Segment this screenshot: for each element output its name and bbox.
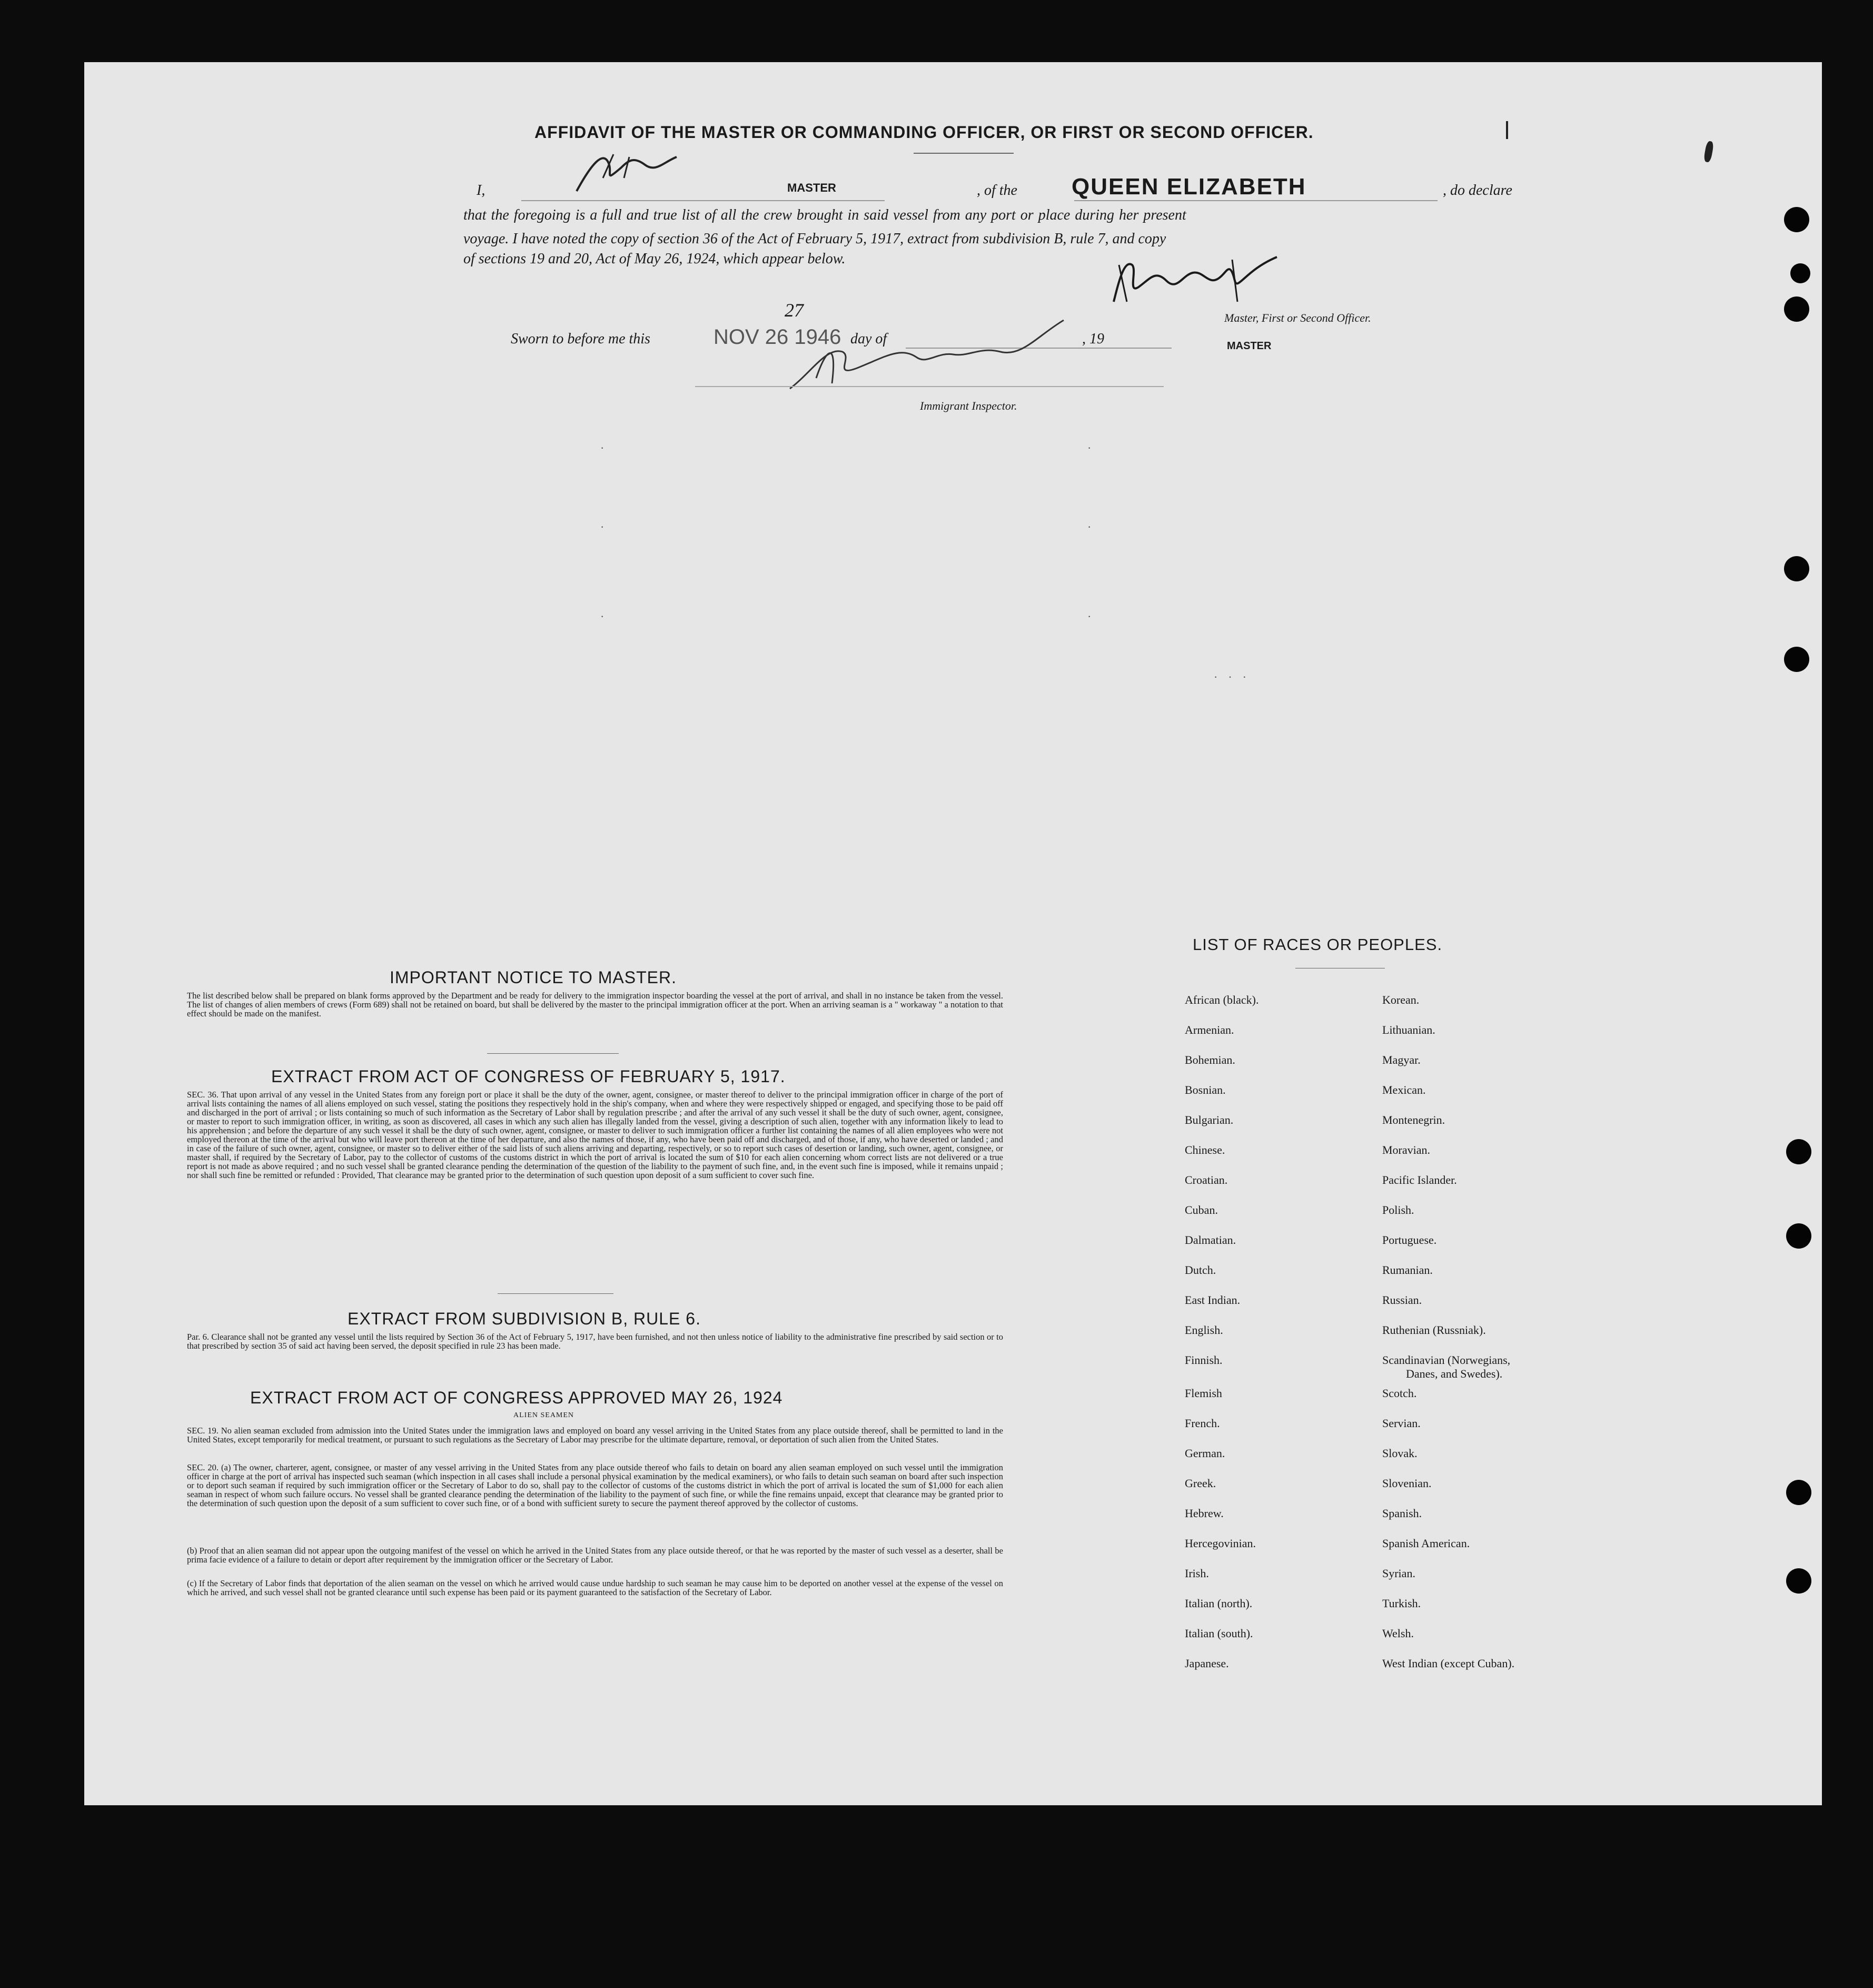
- race-item: Korean.: [1382, 993, 1420, 1006]
- races-right-column: [1382, 993, 1514, 1687]
- extract-1924-title: EXTRACT FROM ACT OF CONGRESS APPROVED MAY 26, 1924: [250, 1388, 783, 1407]
- race-item: Bosnian.: [1185, 1083, 1226, 1096]
- vessel-name-stamp: QUEEN ELIZABETH: [1072, 174, 1306, 200]
- race-item: Slovak.: [1382, 1447, 1418, 1460]
- sec19-body: SEC. 19. No alien seaman excluded from admission into the United States under the immigration laws and employed on board any vessel arriving in the United States from any place outside thereof, shall be permitted to land in the United States, except temporarily for medical treatment, or pursuant to such regulations as the Secretary of Labor may prescribe for the ultimate departure, removal, or deportation of such alien from the United States.: [187, 1426, 1003, 1445]
- leader-dot: ·: [1087, 520, 1092, 533]
- races-left-column: [1185, 993, 1258, 1687]
- race-item: Japanese.: [1185, 1657, 1229, 1670]
- race-item: Pacific Islander.: [1382, 1173, 1457, 1186]
- race-item: East Indian.: [1185, 1293, 1241, 1307]
- declaration-line-2: that the foregoing is a full and true list of all the crew brought in said vessel from any port or place during her present: [463, 207, 1186, 223]
- race-item: Welsh.: [1382, 1627, 1414, 1640]
- binder-hole: [1786, 1223, 1811, 1249]
- leader-dot: ·: [600, 520, 604, 533]
- race-item: Hebrew.: [1185, 1507, 1224, 1520]
- sec20c-body: (c) If the Secretary of Labor finds that deportation of the alien seaman on the vessel on which he arrived would cause undue hardship to such seaman he may cause him to be deported on another vessel at the expense of the vessel on which he arrived, and such vessel shall not be granted clearance until such expense has been paid or its payment guaranteed to the satisfaction of the Secretary of Labor.: [187, 1578, 1003, 1597]
- race-item: German.: [1185, 1447, 1225, 1460]
- race-item: Dalmatian.: [1185, 1233, 1236, 1247]
- title-divider: [914, 153, 1014, 154]
- race-item: Magyar.: [1382, 1053, 1421, 1066]
- day-of-text: day of: [850, 331, 887, 347]
- do-declare-text: , do declare: [1443, 182, 1512, 199]
- ink-mark: [1703, 141, 1715, 163]
- race-item: Cuban.: [1185, 1203, 1218, 1216]
- sworn-text: Sworn to before me this: [511, 331, 650, 347]
- leader-dot: ·: [1087, 610, 1092, 623]
- race-item: West Indian (except Cuban).: [1382, 1657, 1515, 1670]
- affidavit-title: AFFIDAVIT OF THE MASTER OR COMMANDING OFFICER, OR FIRST OR SECOND OFFICER.: [534, 123, 1314, 142]
- race-item: Italian (south).: [1185, 1627, 1253, 1640]
- binder-hole: [1786, 1139, 1811, 1164]
- vessel-line: [1074, 200, 1438, 201]
- race-item: Irish.: [1185, 1567, 1209, 1580]
- master-stamp: MASTER: [787, 181, 836, 194]
- race-item-continuation: Danes, and Swedes).: [1406, 1367, 1503, 1380]
- of-the-text: , of the: [977, 182, 1017, 199]
- race-item: Spanish American.: [1382, 1537, 1470, 1550]
- race-item: Mexican.: [1382, 1083, 1426, 1096]
- extract-1917-title: EXTRACT FROM ACT OF CONGRESS OF FEBRUARY 5, 1917.: [271, 1067, 786, 1086]
- race-item: Turkish.: [1382, 1597, 1421, 1610]
- race-item: Bohemian.: [1185, 1053, 1235, 1066]
- race-item: Armenian.: [1185, 1023, 1234, 1036]
- margin-tick: [1506, 121, 1508, 139]
- race-item: Spanish.: [1382, 1507, 1422, 1520]
- signer-master-stamp: MASTER: [1227, 340, 1272, 352]
- binder-hole: [1784, 296, 1809, 322]
- race-item: French.: [1185, 1417, 1220, 1430]
- race-item: English.: [1185, 1323, 1223, 1337]
- race-item: Ruthenian (Russniak).: [1382, 1323, 1486, 1337]
- race-item: Servian.: [1382, 1417, 1421, 1430]
- race-item: African (black).: [1185, 993, 1259, 1006]
- race-item: Syrian.: [1382, 1567, 1415, 1580]
- signer-caption: Master, First or Second Officer.: [1224, 311, 1371, 324]
- master-initials-signature: [571, 141, 687, 199]
- rule6-title: EXTRACT FROM SUBDIVISION B, RULE 6.: [348, 1309, 701, 1328]
- binder-hole: [1784, 556, 1809, 581]
- sec20a-body: SEC. 20. (a) The owner, charterer, agent, consignee, or master of any vessel arriving in the United States from any place outside thereof who fails to detain on board any alien seaman employed on such vessel until the immigration officer in charge at the port of arrival has inspected such seaman (which inspection in all cases shall include a personal physical examination by the medical examiners), or who fails to detain such seaman on board after such inspection or to deport such seaman if required by such immigration officer or the Secretary of Labor to do so, shall pay to the collector of customs of the customs district in which the port of arrival is located the sum of $1,000 for each alien seaman in respect of whom such failure occurs. No vessel shall be granted clearance pending the determination of the liability to the payment of such fine, or while the fine remains unpaid, except that clearance may be granted prior to the determination of such question upon the deposit of a sum sufficient to cover such fine, or of a bond with sufficient surety to secure the payment thereof approved by the collector of customs.: [187, 1462, 1003, 1508]
- year-text: , 19: [1082, 331, 1104, 347]
- notice-title: IMPORTANT NOTICE TO MASTER.: [390, 968, 677, 987]
- race-item: Chinese.: [1185, 1143, 1225, 1156]
- race-item: Italian (north).: [1185, 1597, 1253, 1610]
- race-item-multiline: [1382, 1353, 1514, 1387]
- race-item: Flemish: [1185, 1387, 1222, 1400]
- notice-divider: [487, 1053, 619, 1054]
- races-title: LIST OF RACES OR PEOPLES.: [1193, 935, 1443, 954]
- declaration-line-4: of sections 19 and 20, Act of May 26, 1924, which appear below.: [463, 251, 846, 267]
- notice-body: The list described below shall be prepared on blank forms approved by the Department and be ready for delivery to the immigration inspector boarding the vessel at the port of arrival, and shall in no instance be taken from the vessel. The list of changes of alien members of crews (Form 689) shall not be retained on board, but shall be delivered by the master to the principal immigration officer at the port. When an arriving seaman is a " workaway " a notation to that effect should be made on the manifest.: [187, 991, 1003, 1018]
- master-name-line: [521, 200, 885, 201]
- binder-hole: [1786, 1568, 1811, 1594]
- binder-hole: [1784, 647, 1809, 672]
- race-item: Rumanian.: [1382, 1263, 1433, 1277]
- race-item: Greek.: [1185, 1477, 1216, 1490]
- binder-hole: [1786, 1480, 1811, 1505]
- race-item: Lithuanian.: [1382, 1023, 1435, 1036]
- binder-hole: [1784, 207, 1809, 232]
- sworn-date-stamp: NOV 26 1946: [713, 325, 841, 349]
- race-item: Dutch.: [1185, 1263, 1216, 1277]
- race-item: Polish.: [1382, 1203, 1414, 1216]
- race-item: Russian.: [1382, 1293, 1422, 1307]
- extract-1917-divider: [498, 1293, 613, 1294]
- master-signature: [1103, 249, 1282, 312]
- inspector-caption: Immigrant Inspector.: [920, 399, 1017, 412]
- declaration-line-3: voyage. I have noted the copy of section 36 of the Act of February 5, 1917, extract from subdivision B, rule 7, and copy: [463, 231, 1166, 247]
- race-item: Moravian.: [1382, 1143, 1431, 1156]
- leader-dot: ·: [1087, 441, 1092, 454]
- inspector-signature: [779, 315, 1074, 394]
- inspector-line: [695, 386, 1164, 387]
- extract-1917-body: SEC. 36. That upon arrival of any vessel in the United States from any foreign port or place it shall be the duty of the owner, agent, consignee, or master thereof to deliver to the principal immigration officer in charge of the port of arrival lists containing the names of all aliens employed on such vessel, stating the positions they respectively hold in the ship's company, when and where they were respectively shipped or engaged, and specifying those to be paid off and discharged in the port of arrival ; or lists containing so much of such information as the Secretary of Labor shall by regulation prescribe ; and after the arrival of any such vessel it shall be the duty of such owner, agent, consignee, or master to report to such immigration officer, in writing, as soon as discovered, all cases in which any such alien has illegally landed from the vessel, giving a description of such alien, together with any information likely to lead to his apprehension ; and before the departure of any such vessel it shall be the duty of such owner, agent, consignee, or master to deliver to such immigration officer a further list containing the names of all alien employees who were not employed thereon at the time of the arrival but who will leave port thereon at the time of her departure, and also the names of those, if any, who have been paid off and discharged, and of those, if any, who have deserted or landed ; and in case of the failure of such owner, agent, consignee, or master so to deliver either of the said lists of such aliens arriving and departing, respectively, or so to report such cases of desertion or landing, such owner, agent, consignee, or master shall, if required by the Secretary of Labor, pay to the collector of customs of the customs district in which the port of arrival is located the sum of $10 for each alien concerning whom correct lists are not delivered or a true report is not made as above required ; and no such vessel shall be granted clearance pending the determination of the question of the liability to the payment of such fine, and, in the event such fine is imposed, while it remains unpaid ; nor shall such fine be remitted or refunded : Provided, That clearance may be granted prior to the determination of such question upon deposit of a sum sufficient to cover such fine.: [187, 1090, 1003, 1180]
- race-item: Slovenian.: [1382, 1477, 1432, 1490]
- race-item: Bulgarian.: [1185, 1113, 1234, 1126]
- sec20b-body: (b) Proof that an alien seaman did not appear upon the outgoing manifest of the vessel on which he arrived in the United States from any place outside thereof, or that he was reported by the master of such vessel as a deserter, shall be prima facie evidence of a failure to detain or deport after requirement by the immigration officer or the Secretary of Labor.: [187, 1546, 1003, 1565]
- handwritten-day: 27: [785, 300, 804, 321]
- race-item: Montenegrin.: [1382, 1113, 1445, 1126]
- race-item: Hercegovinian.: [1185, 1537, 1256, 1550]
- race-item: Portuguese.: [1382, 1233, 1437, 1247]
- leader-dots: ···: [1214, 670, 1257, 684]
- race-item: Scandinavian (Norwegians,: [1382, 1353, 1511, 1367]
- alien-seamen-subtitle: ALIEN SEAMEN: [513, 1411, 574, 1419]
- leader-dot: ·: [600, 610, 604, 623]
- race-item: Finnish.: [1185, 1353, 1223, 1367]
- race-item: Croatian.: [1185, 1173, 1228, 1186]
- affidavit-i: I,: [477, 182, 485, 199]
- document-sheet: [84, 62, 1822, 1805]
- binder-hole: [1790, 263, 1810, 283]
- race-item: Scotch.: [1382, 1387, 1417, 1400]
- leader-dot: ·: [600, 441, 604, 454]
- rule6-body: Par. 6. Clearance shall not be granted any vessel until the lists required by Section 36 of the Act of February 5, 1917, have been furnished, and not then unless notice of liability to the administrative fine prescribed by said section or to that prescribed by section 35 of said act having been served, the deposit specified in rule 23 has been made.: [187, 1332, 1003, 1351]
